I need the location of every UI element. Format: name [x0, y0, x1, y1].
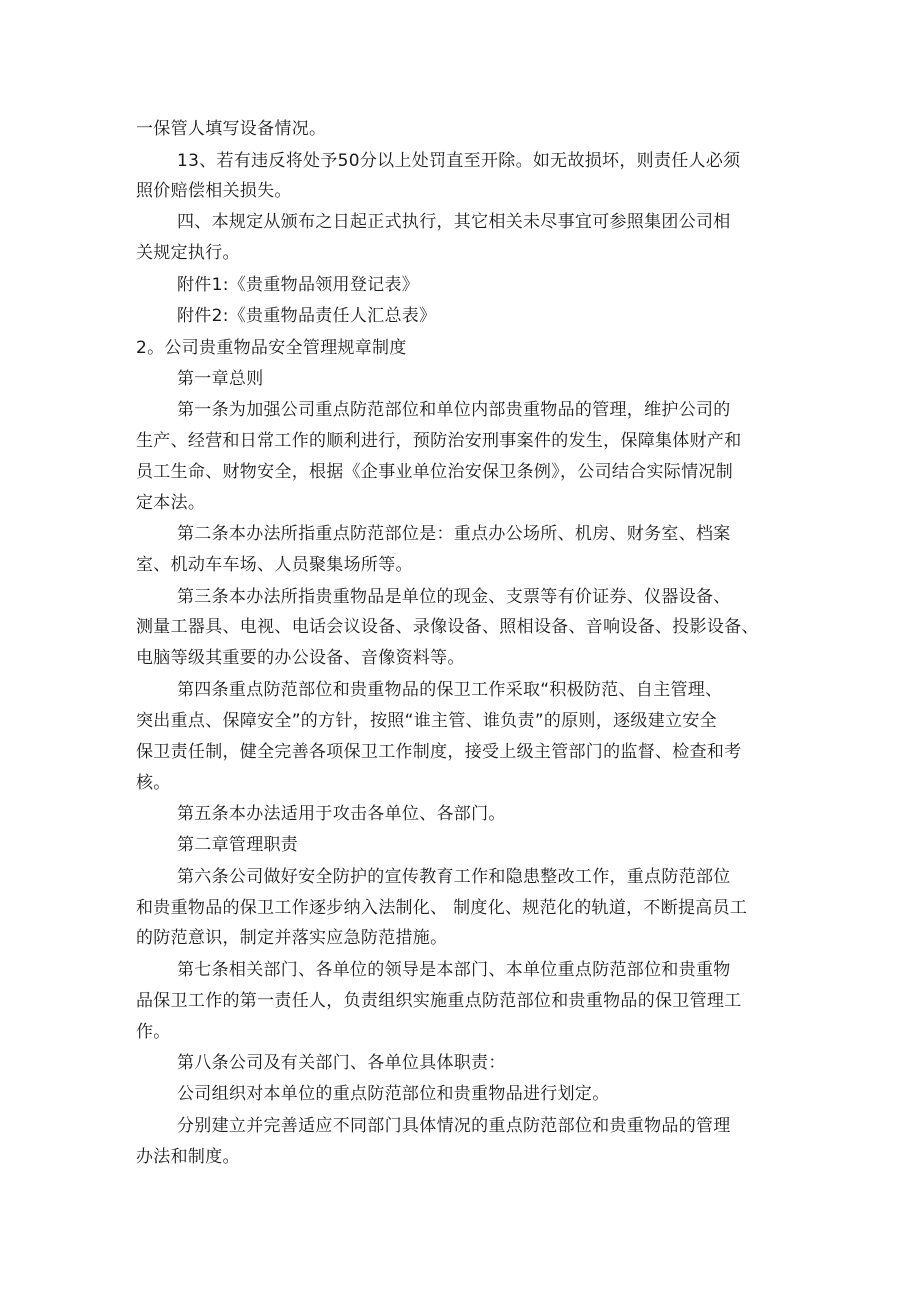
- text-line: 第四条重点防范部位和贵重物品的保卫工作采取“积极防范、自主管理、: [177, 680, 723, 700]
- text-line: 核。: [136, 773, 171, 793]
- attachment-2: 附件2:《贵重物品责任人汇总表》: [177, 306, 437, 326]
- text-line: 电脑等级其重要的办公设备、音像资料等。: [136, 648, 465, 668]
- text-line: 测量工器具、电视、电话会议设备、录像设备、照相设备、音响设备、投影设备、: [136, 617, 759, 637]
- text-line: 分别建立并完善适应不同部门具体情况的重点防范部位和贵重物品的管理: [177, 1116, 731, 1136]
- text-line: 关规定执行。: [136, 243, 240, 263]
- text-line: 办法和制度。: [136, 1147, 240, 1167]
- text-line: 公司组织对本单位的重点防范部位和贵重物品进行划定。: [177, 1084, 610, 1104]
- text-line: 第八条公司及有关部门、各单位具体职责：: [177, 1053, 506, 1073]
- text-line: 第三条本办法所指贵重物品是单位的现金、支票等有价证券、仪器设备、: [177, 587, 731, 607]
- chapter-heading: 第一章总则: [177, 369, 264, 389]
- text-line: 室、机动车车场、人员聚集场所等。: [136, 555, 413, 575]
- text-line: 品保卫工作的第一责任人，负责组织实施重点防范部位和贵重物品的保卫管理工: [136, 991, 742, 1011]
- text-line: 一保管人填写设备情况。: [136, 119, 327, 139]
- section-heading: 2。公司贵重物品安全管理规章制度: [136, 338, 407, 358]
- text-line: 生产、经营和日常工作的顺利进行，预防治安刑事案件的发生，保障集体财产和: [136, 431, 742, 451]
- text-line: 第七条相关部门、各单位的领导是本部门、本单位重点防范部位和贵重物: [177, 960, 731, 980]
- text-line: 作。: [136, 1022, 171, 1042]
- text-line: 第二条本办法所指重点防范部位是：重点办公场所、机房、财务室、档案: [177, 524, 731, 544]
- text-line: 第五条本办法适用于攻击各单位、各部门。: [177, 804, 506, 824]
- text-line: 和贵重物品的保卫工作逐步纳入法制化、 制度化、规范化的轨道，不断提高员工: [136, 898, 748, 918]
- text-line: 保卫责任制，健全完善各项保卫工作制度，接受上级主管部门的监督、检查和考: [136, 742, 742, 762]
- text-line: 四、本规定从颁布之日起正式执行，其它相关未尽事宜可参照集团公司相: [177, 212, 731, 232]
- text-line: 员工生命、财物安全，根据《企事业单位治安保卫条例》，公司结合实际情况制: [136, 462, 733, 482]
- text-line: 突出重点、保障安全”的方针，按照“谁主管、谁负责”的原则，逐级建立安全: [136, 711, 717, 731]
- text-line: 的防范意识，制定并落实应急防范措施。: [136, 928, 448, 948]
- text-line: 定本法。: [136, 493, 206, 513]
- chapter-heading: 第二章管理职责: [177, 835, 299, 855]
- attachment-1: 附件1:《贵重物品领用登记表》: [177, 275, 420, 295]
- text-line: 13、若有违反将处予50分以上处罚直至开除。如无故损坏，则责任人必须: [177, 151, 741, 171]
- text-line: 第六条公司做好安全防护的宣传教育工作和隐患整改工作，重点防范部位: [177, 867, 731, 887]
- text-line: 第一条为加强公司重点防范部位和单位内部贵重物品的管理，维护公司的: [177, 400, 731, 420]
- text-line: 照价赔偿相关损失。: [136, 181, 292, 201]
